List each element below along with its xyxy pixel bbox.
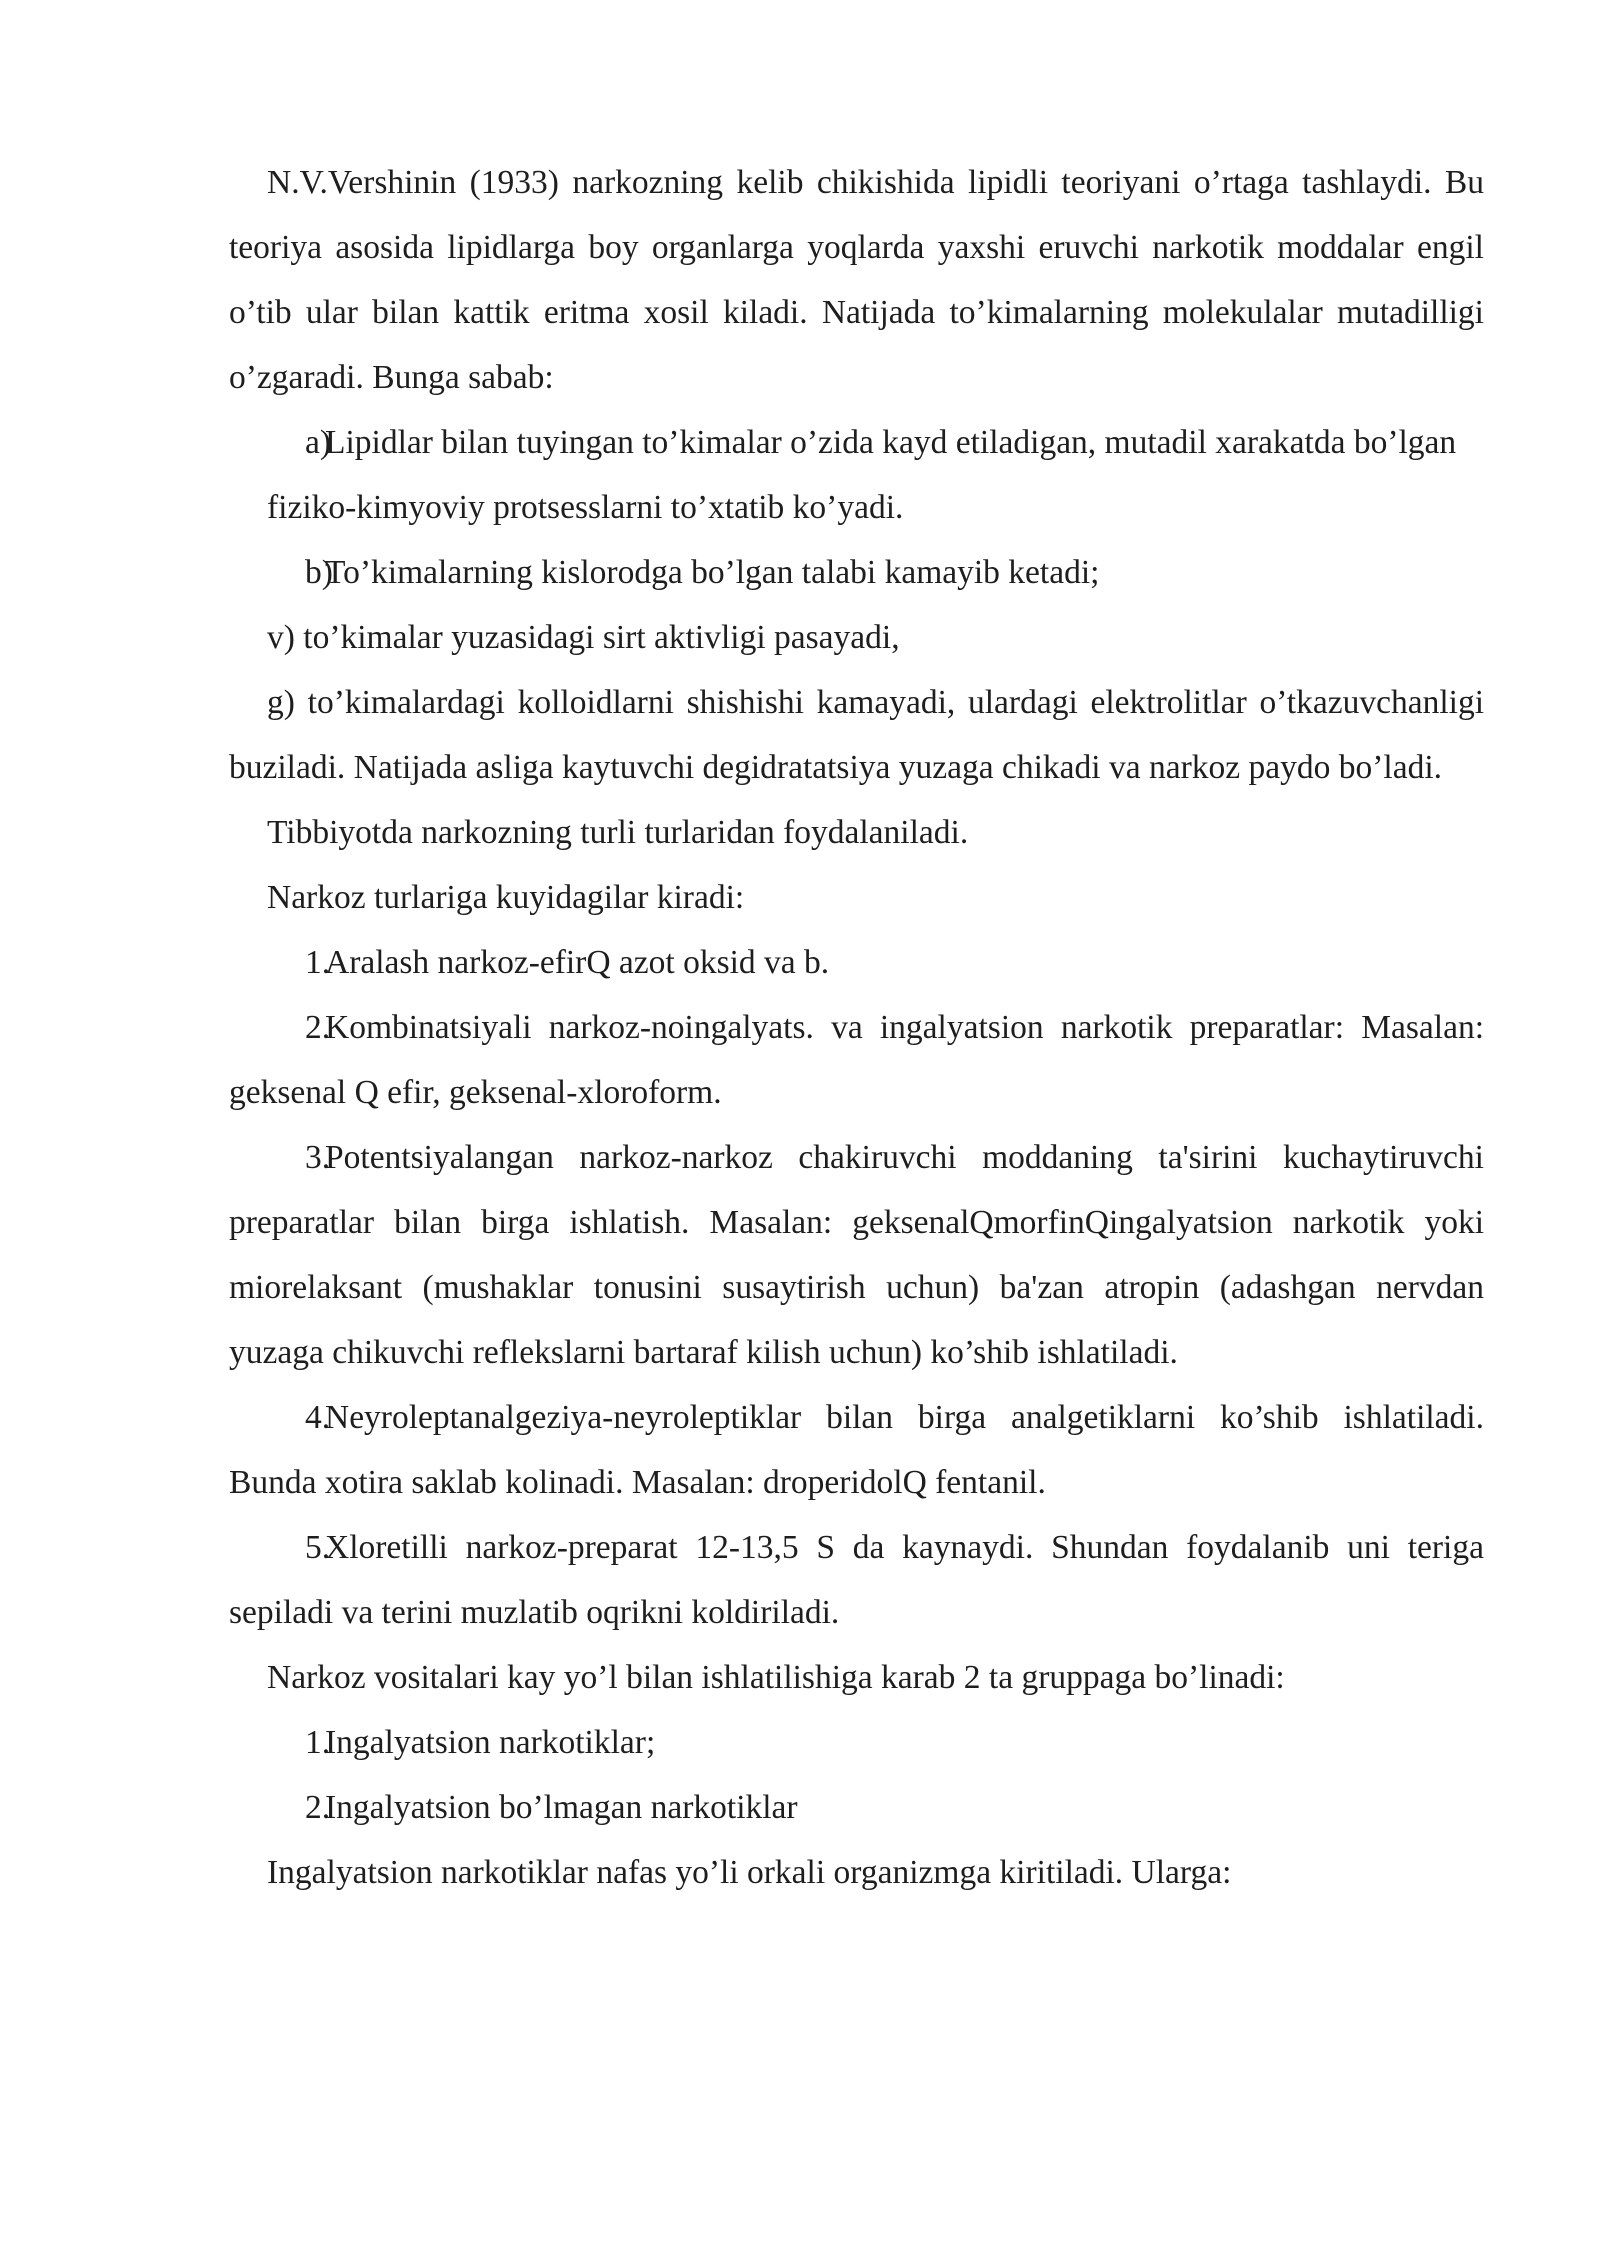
numbered-item-3 [229,1125,1484,1385]
numbered-item-2-text: Kombinatsiyali narkoz-noingalyats. va ingalyatsion narkotik preparatlar: Masalan: geksenal Q efir, geksenal-xloroform. [229,1009,1484,1111]
group-item-2-text: Ingalyatsion bo’lmagan narkotiklar [325,1789,798,1826]
numbered-marker-5: 5. [305,1529,331,1566]
group-item-1 [229,1710,1484,1775]
list-item-a [229,410,1484,475]
group-marker-1: 1. [305,1724,331,1761]
list-marker-b: b) [305,554,333,591]
numbered-marker-1: 1. [305,944,331,981]
numbered-item-4 [229,1385,1484,1515]
numbered-item-1-text: Aralash narkoz-efirQ azot oksid va b. [325,944,830,981]
list-marker-a: a) [305,424,332,461]
paragraph-lipid-theory: N.V.Vershinin (1933) narkozning kelib chikishida lipidli teoriyani o’rtaga tashlaydi. Bu teoriya asosida lipidlarga boy organlarga yoqlarda yaxshi eruvchi narkotik moddalar engil o’tib ular bilan kattik eritma xosil kiladi. Natijada to’kimalarning molekulalar mutadilligi o’zgaradi. Bunga sabab: [229,164,1484,396]
list-item-g: g) to’kimalardagi kolloidlarni shishishi kamayadi, ulardagi elektrolitlar o’tkazuvchanligi buziladi. Natijada asliga kaytuvchi degidratatsiya yuzaga chikadi va narkoz paydo bo’ladi. [229,684,1484,786]
paragraph-types-intro: Tibbiyotda narkozning turli turlaridan foydalaniladi. [267,814,969,851]
numbered-item-3-text: Potentsiyalangan narkoz-narkoz chakiruvchi moddaning ta'sirini kuchaytiruvchi preparatlar bilan birga ishlatish. Masalan: geksenalQmorfinQingalyatsion narkotik yoki miorelaksant (mushaklar tonusini susaytirish uchun) ba'zan atropin (adashgan nervdan yuzaga chikuvchi reflekslarni bartaraf kilish uchun) ko’shib ishlatiladi. [229,1139,1484,1371]
group-marker-2: 2. [305,1789,331,1826]
numbered-marker-3: 3. [305,1139,331,1176]
list-item-a-text: Lipidlar bilan tuyingan to’kimalar o’zida kayd etiladigan, mutadil xarakatda bo’lgan [325,424,1457,461]
numbered-marker-2: 2. [305,1009,331,1046]
paragraph-types-list-intro: Narkoz turlariga kuyidagilar kiradi: [267,879,745,916]
list-item-a-continuation: fiziko-kimyoviy protsesslarni to’xtatib ko’yadi. [267,489,904,526]
list-item-b [229,540,1484,605]
numbered-item-5-text: Xloretilli narkoz-preparat 12-13,5 S da kaynaydi. Shundan foydalanib uni teriga sepiladi va terini muzlatib oqrikni koldiriladi. [229,1529,1484,1631]
paragraph-groups-intro: Narkoz vositalari kay yo’l bilan ishlatilishiga karab 2 ta gruppaga bo’linadi: [267,1659,1285,1696]
group-item-2 [229,1775,1484,1840]
paragraph-inhalation: Ingalyatsion narkotiklar nafas yo’li orkali organizmga kiritiladi. Ularga: [267,1854,1232,1891]
numbered-item-1 [229,930,1484,995]
group-item-1-text: Ingalyatsion narkotiklar; [325,1724,656,1761]
numbered-item-4-text: Neyroleptanalgeziya-neyroleptiklar bilan birga analgetiklarni ko’shib ishlatiladi. Bunda xotira saklab kolinadi. Masalan: droperidolQ fentanil. [229,1399,1484,1501]
numbered-item-5 [229,1515,1484,1645]
numbered-item-2 [229,995,1484,1125]
list-item-b-text: To’kimalarning kislorodga bo’lgan talabi kamayib ketadi; [325,554,1100,591]
list-item-v: v) to’kimalar yuzasidagi sirt aktivligi pasayadi, [267,619,900,656]
numbered-marker-4: 4. [305,1399,331,1436]
